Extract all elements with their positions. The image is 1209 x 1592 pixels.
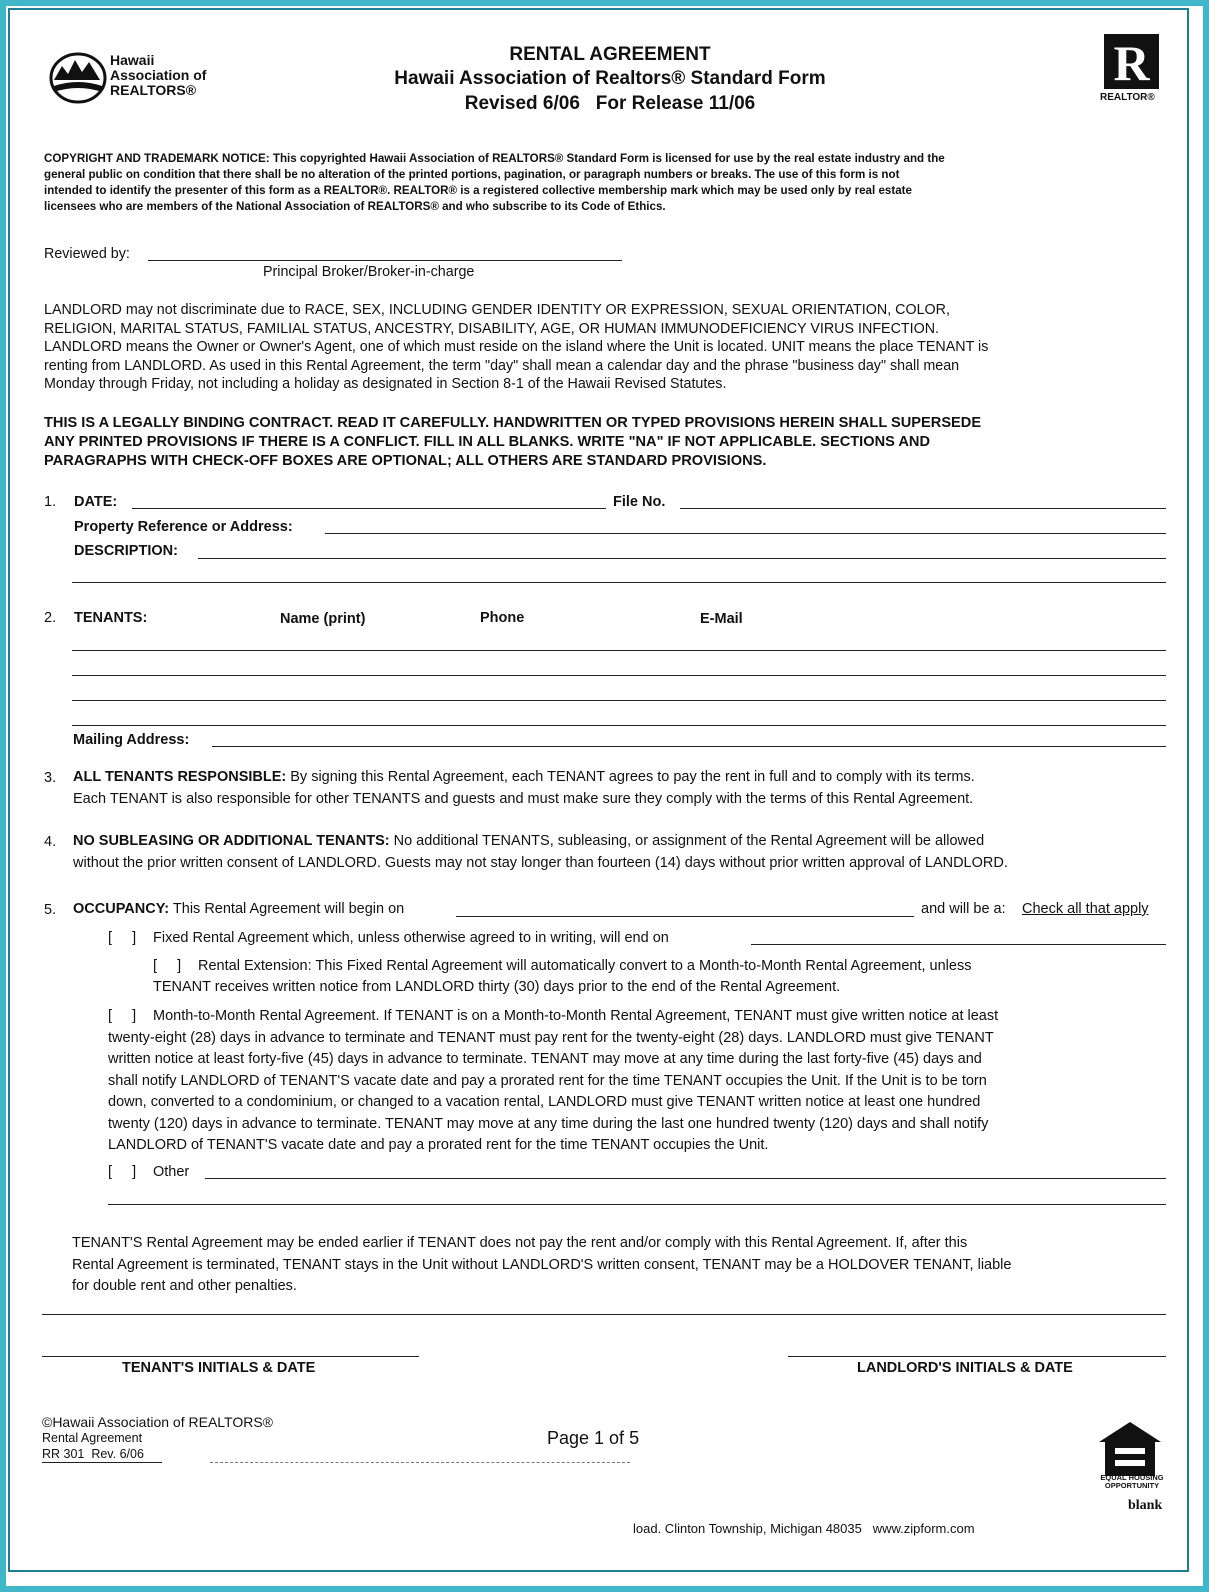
section-4-line-2: without the prior written consent of LANDLORD. Guests may not stay longer than fourteen (14) days without prior written approval of LANDLORD. <box>73 854 1008 871</box>
paragraph-line: LANDLORD may not discriminate due to RACE, SEX, INCLUDING GENDER IDENTITY OR EXPRESSION, SEXUAL ORIENTATION, COLOR, <box>44 302 950 318</box>
paragraph-line: TENANT'S Rental Agreement may be ended earlier if TENANT does not pay the rent and/or comply with this Rental Agreement. If, after this <box>72 1235 968 1251</box>
tenants-col-phone: Phone <box>480 610 525 626</box>
paragraph-line: Rental Agreement is terminated, TENANT stays in the Unit without LANDLORD'S written consent, TENANT may be a HOLDOVER TENANT, liable <box>72 1256 1012 1273</box>
footer-faded-line <box>210 1462 630 1463</box>
fixed-checkbox[interactable]: [ ] <box>108 930 137 946</box>
blank-label: blank <box>1128 1498 1163 1513</box>
description-field-line-2[interactable] <box>72 582 1166 583</box>
equal-housing-icon <box>1097 1420 1163 1480</box>
reviewed-label: Reviewed by: <box>44 246 130 262</box>
paragraph-line: RELIGION, MARITAL STATUS, FAMILIAL STATUS, ANCESTRY, DISABILITY, AGE, OR HUMAN IMMUNODEFICIENCY VIRUS INFECTION. <box>44 320 940 337</box>
copyright-notice <box>44 151 1169 215</box>
tenant-initials-field[interactable] <box>42 1356 419 1357</box>
section-4-line-1: No additional TENANTS, subleasing, or assignment of the Rental Agreement will be allowed <box>389 833 985 849</box>
paragraph-line: Monday through Friday, not including a holiday as designated in Section 8-1 of the Hawaii Revised Statutes. <box>44 376 727 392</box>
date-field[interactable] <box>132 508 606 509</box>
notice-line: THIS IS A LEGALLY BINDING CONTRACT. READ IT CAREFULLY. HANDWRITTEN OR TYPED PROVISIONS HEREIN SHALL SUPERSEDE <box>44 415 982 431</box>
tenants-col-email: E-Mail <box>700 611 743 627</box>
footer-underline <box>42 1462 162 1463</box>
section-3-line-2: Each TENANT is also responsible for other TENANTS and guests and must make sure they comply with the terms of this Rental Agreement. <box>73 790 974 807</box>
landlord-initials-field[interactable] <box>788 1356 1166 1357</box>
footer-form-name: Rental Agreement <box>42 1431 143 1445</box>
file-no-field[interactable] <box>680 508 1166 509</box>
paragraph-line: down, converted to a condominium, or changed to a vacation rental, LANDLORD must give TENANT written notice at least one hundred <box>108 1094 981 1110</box>
paragraph-line: twenty-eight (28) days in advance to terminate and TENANT must pay rent for the twenty-eight (28) days. LANDLORD must give TENANT <box>108 1029 994 1046</box>
reviewed-sublabel: Principal Broker/Broker-in-charge <box>263 264 475 280</box>
fixed-end-date-field[interactable] <box>751 944 1166 945</box>
month-to-month-text <box>108 1006 1173 1157</box>
footer-address: load. Clinton Township, Michigan 48035 www.zipform.com <box>633 1521 975 1536</box>
reviewed-signature-line[interactable] <box>148 260 622 261</box>
extension-line-2: TENANT receives written notice from LANDLORD thirty (30) days prior to the end of the Rental Agreement. <box>153 979 841 995</box>
paragraph-line: LANDLORD of TENANT'S vacate date and pay a prorated rent for the time TENANT occupies the Unit. <box>108 1137 769 1153</box>
paragraph-line: Month-to-Month Rental Agreement. If TENANT is on a Month-to-Month Rental Agreement, TENANT must give written notice at least <box>153 1008 999 1024</box>
paragraph-line: LANDLORD means the Owner or Owner's Agent, one of which must reside on the island where the Unit is located. UNIT means the place TENANT is <box>44 339 989 355</box>
page-number: Page 1 of 5 <box>547 1428 640 1448</box>
other-label: Other <box>153 1164 190 1180</box>
section-3-number: 3. <box>44 770 57 786</box>
paragraph-line: written notice at least forty-five (45) days in advance to terminate. TENANT may move at any time during the last forty-five (45) days and <box>108 1051 982 1067</box>
notice-line: COPYRIGHT AND TRADEMARK NOTICE: This copyrighted Hawaii Association of REALTORS® Standard Form is licensed for use by the real estate industry and the <box>44 152 945 165</box>
form-revision: Revised 6/06 For Release 11/06 <box>464 93 756 114</box>
paragraph-line: renting from LANDLORD. As used in this Rental Agreement, the term "day" shall mean a calendar day and the phrase "business day" shall mean <box>44 357 960 374</box>
tenant-row-line[interactable] <box>72 650 1166 651</box>
extension-line-1: Rental Extension: This Fixed Rental Agreement will automatically convert to a Month-to-Month Rental Agreement, unless <box>198 958 972 974</box>
realtor-label: REALTOR® <box>1100 92 1155 103</box>
footer-form-code: RR 301 Rev. 6/06 <box>42 1447 144 1461</box>
check-all-label: Check all that apply <box>1022 901 1149 917</box>
file-no-label: File No. <box>613 494 666 510</box>
logo-line-1: Hawaii <box>110 52 155 68</box>
description-label: DESCRIPTION: <box>74 543 178 559</box>
tenant-row-line[interactable] <box>72 700 1166 701</box>
paragraph-line: shall notify LANDLORD of TENANT'S vacate date and pay a prorated rent for the time TENANT occupies the Unit. If the Unit is to be torn <box>108 1072 987 1089</box>
tenant-row-line[interactable] <box>72 725 1166 726</box>
description-field[interactable] <box>198 558 1166 559</box>
har-logo-icon <box>48 48 108 104</box>
section-5-number: 5. <box>44 902 57 918</box>
section-3-line-1: By signing this Rental Agreement, each TENANT agrees to pay the rent in full and to comply with its terms. <box>286 769 975 785</box>
property-label: Property Reference or Address: <box>74 519 293 535</box>
form-title: RENTAL AGREEMENT <box>509 44 711 65</box>
logo-line-2: Association of <box>110 67 207 83</box>
section-4-number: 4. <box>44 834 57 850</box>
section-3-text <box>73 767 1173 810</box>
paragraph-line: for double rent and other penalties. <box>72 1278 297 1294</box>
section-2-number: 2. <box>44 610 57 626</box>
binding-notice <box>44 414 1174 471</box>
tenants-col-name: Name (print) <box>280 611 366 627</box>
tenants-label: TENANTS: <box>74 610 148 626</box>
will-be-label: and will be a: <box>921 901 1006 917</box>
landlord-initials-label: LANDLORD'S INITIALS & DATE <box>857 1360 1073 1376</box>
discrimination-paragraph <box>44 301 1174 394</box>
notice-line: licensees who are members of the National Association of REALTORS® and who subscribe to its Code of Ethics. <box>44 200 666 213</box>
section-divider <box>42 1314 1166 1315</box>
notice-line: PARAGRAPHS WITH CHECK-OFF BOXES ARE OPTIONAL; ALL OTHERS ARE STANDARD PROVISIONS. <box>44 453 767 469</box>
other-field[interactable] <box>205 1178 1166 1179</box>
section-5-intro-text: This Rental Agreement will begin on <box>169 901 405 917</box>
section-5-heading: OCCUPANCY: <box>73 901 170 917</box>
section-5-intro <box>73 899 404 921</box>
extension-checkbox[interactable]: [ ] <box>153 958 182 974</box>
mailing-label: Mailing Address: <box>73 732 190 748</box>
section-3-heading: ALL TENANTS RESPONSIBLE: <box>73 769 287 785</box>
begin-date-field[interactable] <box>456 916 914 917</box>
fixed-option-label: Fixed Rental Agreement which, unless otherwise agreed to in writing, will end on <box>153 930 669 946</box>
section-1-number: 1. <box>44 494 57 510</box>
section-4-text <box>73 831 1173 874</box>
date-label: DATE: <box>74 494 118 510</box>
mailing-address-field[interactable] <box>212 746 1166 747</box>
logo-line-3: REALTORS® <box>110 82 197 98</box>
notice-line: intended to identify the presenter of this form as a REALTOR®. REALTOR® is a registered collective membership mark which may be used only by real estate <box>44 184 912 197</box>
tenant-row-line[interactable] <box>72 675 1166 676</box>
section-4-heading: NO SUBLEASING OR ADDITIONAL TENANTS: <box>73 833 390 849</box>
tenant-initials-label: TENANT'S INITIALS & DATE <box>122 1360 316 1376</box>
notice-line: ANY PRINTED PROVISIONS IF THERE IS A CONFLICT. FILL IN ALL BLANKS. WRITE "NA" IF NOT APPLICABLE. SECTIONS AND <box>44 434 930 450</box>
other-checkbox[interactable]: [ ] <box>108 1164 137 1180</box>
footer-copyright: ©Hawaii Association of REALTORS® <box>42 1414 273 1430</box>
realtor-logo-icon: R <box>1104 34 1159 89</box>
equal-housing-label: EQUAL HOUSING OPPORTUNITY <box>1100 1473 1164 1490</box>
other-field-line-2[interactable] <box>108 1204 1166 1205</box>
notice-line: general public on condition that there shall be no alteration of the printed portions, pagination, or paragraph numbers or breaks. The use of this form is not <box>44 168 900 181</box>
month-to-month-checkbox[interactable]: [ ] <box>108 1008 137 1024</box>
property-field[interactable] <box>325 533 1166 534</box>
paragraph-line: twenty (120) days in advance to terminate. TENANT may move at any time during the last one hundred twenty (120) days and shall notify <box>108 1115 989 1132</box>
form-subtitle: Hawaii Association of Realtors® Standard Form <box>394 68 826 89</box>
termination-paragraph <box>72 1233 1172 1298</box>
